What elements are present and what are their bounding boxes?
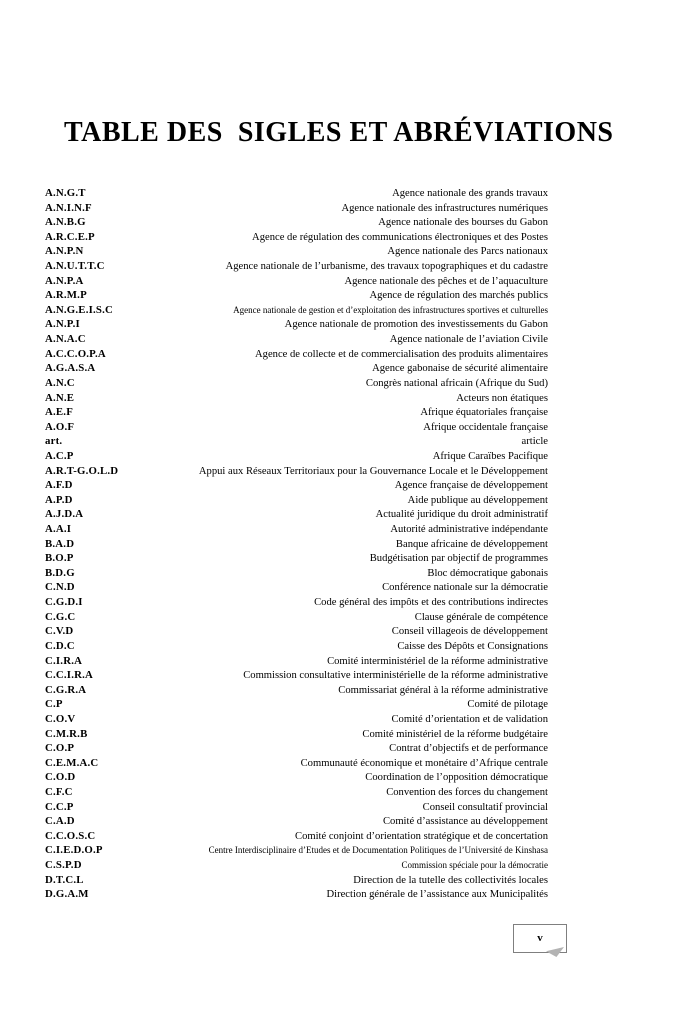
definition-text: Acteurs non étatiques (456, 392, 548, 404)
sigle-label: A.O.F (45, 420, 75, 433)
sigle-label: C.O.D (45, 771, 76, 784)
sigle-label: C.C.O.S.C (45, 829, 96, 842)
sigle-label: A.N.A.C (45, 333, 86, 346)
abbreviation-row (45, 376, 548, 391)
sigle-label: A.N.E (45, 391, 75, 404)
abbreviation-row (45, 434, 548, 449)
abbreviation-row (45, 537, 548, 552)
definition-text: Appui aux Réseaux Territoriaux pour la Gouvernance Locale et le Développement (198, 465, 548, 477)
sigle-label: C.F.C (45, 785, 73, 798)
sigle-label: A.R.T-G.O.L.D (45, 464, 119, 477)
definition-text: Comité interministériel de la réforme administrative (327, 655, 548, 667)
sigle-label: B.A.D (45, 537, 75, 550)
definition-text: Code général des impôts et des contributions indirectes (314, 597, 548, 609)
abbreviation-row (45, 522, 548, 537)
definition-text: Agence nationale des pêches et de l’aquaculture (344, 275, 548, 287)
definition-text: Autorité administrative indépendante (390, 524, 548, 536)
abbreviation-row (45, 230, 548, 245)
sigle-label: C.G.D.I (45, 596, 83, 609)
sigle-label: C.G.C (45, 610, 76, 623)
abbreviation-row (45, 712, 548, 727)
definition-text: Conférence nationale sur la démocratie (382, 582, 548, 594)
definition-text: Commission spéciale pour la démocratie (401, 860, 548, 871)
sigle-label: C.D.C (45, 639, 75, 652)
abbreviation-row (45, 201, 548, 216)
definition-text: Direction générale de l’assistance aux Municipalités (326, 889, 548, 901)
sigle-label: A.C.C.O.P.A (45, 347, 106, 360)
sigle-label: C.O.V (45, 712, 76, 725)
abbreviation-row (45, 493, 548, 508)
sigle-label: C.P (45, 698, 63, 711)
definition-text: Direction de la tutelle des collectivités locales (353, 874, 548, 886)
abbreviation-row (45, 697, 548, 712)
definition-text: Agence nationale de gestion et d’exploitation des infrastructures sportives et culturelles (233, 304, 548, 315)
definition-text: Agence nationale des grands travaux (392, 188, 548, 199)
sigle-label: C.M.R.B (45, 727, 88, 740)
abbreviation-row (45, 858, 548, 873)
definition-text: Conseil consultatif provincial (422, 801, 548, 813)
definition-text: Comité de pilotage (467, 699, 548, 711)
definition-text: Commissariat général à la réforme administrative (338, 684, 548, 696)
sigle-label: A.J.D.A (45, 508, 84, 521)
abbreviation-row (45, 843, 548, 858)
sigle-label: A.N.C (45, 376, 75, 389)
definition-text: Agence nationale de l’urbanisme, des travaux topographiques et du cadastre (225, 261, 548, 273)
sigle-label: C.G.R.A (45, 683, 87, 696)
abbreviation-row (45, 449, 548, 464)
definition-text: Comité ministériel de la réforme budgétaire (362, 728, 548, 740)
definition-text: Agence de régulation des marchés publics (369, 290, 548, 302)
definition-text: Congrès national africain (Afrique du Sud) (365, 377, 548, 389)
definition-text: Convention des forces du changement (386, 786, 548, 798)
folded-corner-icon (546, 947, 564, 957)
abbreviation-row (45, 595, 548, 610)
abbreviation-row (45, 580, 548, 595)
definition-text: Coordination de l’opposition démocratique (365, 772, 548, 784)
definition-text: Afrique Caraïbes Pacifique (432, 450, 548, 462)
definition-text: Agence de régulation des communications électroniques et des Postes (252, 231, 548, 243)
sigle-label: A.N.B.G (45, 216, 86, 229)
abbreviation-row (45, 654, 548, 669)
sigle-label: C.E.M.A.C (45, 756, 99, 769)
definition-text: Agence française de développement (394, 480, 548, 492)
sigle-label: A.R.C.E.P (45, 230, 95, 243)
definition-text: Afrique équatoriales française (420, 407, 548, 419)
definition-text: Agence de collecte et de commercialisation des produits alimentaires (255, 348, 548, 360)
sigle-label: A.P.D (45, 493, 73, 506)
definition-text: Contrat d’objectifs et de performance (389, 743, 548, 755)
definition-text: Aide publique au développement (407, 494, 548, 506)
sigle-label: C.N.D (45, 581, 75, 594)
sigle-label: A.F.D (45, 479, 73, 492)
sigle-label: C.C.P (45, 800, 74, 813)
definition-text: Agence gabonaise de sécurité alimentaire (372, 363, 548, 375)
definition-text: Clause générale de compétence (414, 611, 548, 623)
abbreviation-row (45, 741, 548, 756)
definition-text: Communauté économique et monétaire d’Afrique centrale (300, 757, 548, 769)
sigle-label: A.N.P.N (45, 245, 84, 258)
abbreviation-row (45, 683, 548, 698)
sigle-label: A.G.A.S.A (45, 362, 96, 375)
sigle-label: C.I.E.D.O.P (45, 844, 103, 857)
definition-text: Comité conjoint d’orientation stratégique et de concertation (295, 830, 548, 842)
abbreviation-row (45, 507, 548, 522)
page-number-box (513, 924, 567, 953)
abbreviation-row (45, 259, 548, 274)
definition-text: Bloc démocratique gabonais (427, 567, 548, 579)
abbreviation-row (45, 317, 548, 332)
definition-text: Comité d’assistance au développement (382, 816, 548, 828)
definition-text: article (521, 436, 548, 448)
definition-text: Conseil villageois de développement (391, 626, 548, 638)
definition-text: Banque africaine de développement (395, 538, 548, 550)
sigle-label: A.N.P.I (45, 318, 80, 331)
sigle-label: D.T.C.L (45, 873, 84, 886)
abbreviation-row (45, 770, 548, 785)
abbreviation-list (45, 186, 548, 902)
sigle-label: C.I.R.A (45, 654, 83, 667)
sigle-label: art. (45, 435, 63, 448)
sigle-label: A.N.G.E.I.S.C (45, 303, 113, 316)
abbreviation-row (45, 829, 548, 844)
abbreviation-row (45, 756, 548, 771)
definition-text: Budgétisation par objectif de programmes (369, 553, 548, 565)
sigle-label: A.N.I.N.F (45, 201, 92, 214)
abbreviation-row (45, 887, 548, 902)
sigle-label: A.N.P.A (45, 274, 84, 287)
page-number: v (537, 932, 543, 944)
abbreviation-row (45, 303, 548, 318)
abbreviation-row (45, 478, 548, 493)
abbreviation-row (45, 727, 548, 742)
sigle-label: A.R.M.P (45, 289, 87, 302)
sigle-label: D.G.A.M (45, 888, 89, 901)
abbreviation-row (45, 610, 548, 625)
definition-text: Commission consultative interministérielle de la réforme administrative (243, 670, 548, 682)
abbreviation-row (45, 332, 548, 347)
abbreviation-row (45, 391, 548, 406)
definition-text: Actualité juridique du droit administratif (375, 509, 548, 521)
abbreviation-row (45, 668, 548, 683)
abbreviation-row (45, 288, 548, 303)
page-title: TABLE DES SIGLES ET ABRÉVIATIONS (64, 117, 614, 148)
sigle-label: A.C.P (45, 449, 74, 462)
abbreviation-row (45, 639, 548, 654)
abbreviation-row (45, 800, 548, 815)
definition-text: Agence nationale des infrastructures numériques (341, 202, 548, 214)
abbreviation-row (45, 215, 548, 230)
abbreviation-row (45, 244, 548, 259)
sigle-label: C.S.P.D (45, 859, 82, 872)
abbreviation-row (45, 274, 548, 289)
sigle-label: C.C.I.R.A (45, 669, 93, 682)
definition-text: Afrique occidentale française (423, 421, 548, 433)
abbreviation-row (45, 873, 548, 888)
sigle-label: C.A.D (45, 815, 75, 828)
abbreviation-row (45, 420, 548, 435)
abbreviation-row (45, 186, 548, 201)
abbreviation-row (45, 551, 548, 566)
sigle-label: A.N.U.T.T.C (45, 260, 105, 273)
sigle-label: A.N.G.T (45, 187, 86, 199)
sigle-label: C.V.D (45, 625, 74, 638)
definition-text: Agence nationale de promotion des investissements du Gabon (284, 319, 548, 331)
abbreviation-row (45, 347, 548, 362)
abbreviation-row (45, 814, 548, 829)
sigle-label: C.O.P (45, 742, 75, 755)
definition-text: Agence nationale de l’aviation Civile (389, 334, 548, 346)
abbreviation-row (45, 785, 548, 800)
sigle-label: B.D.G (45, 566, 75, 579)
sigle-label: B.O.P (45, 552, 74, 565)
definition-text: Agence nationale des Parcs nationaux (387, 246, 548, 258)
abbreviation-row (45, 624, 548, 639)
definition-text: Comité d’orientation et de validation (391, 713, 548, 725)
definition-text: Caisse des Dépôts et Consignations (397, 640, 548, 652)
abbreviation-row (45, 405, 548, 420)
abbreviation-row (45, 464, 548, 479)
definition-text: Agence nationale des bourses du Gabon (378, 217, 548, 229)
sigle-label: A.A.I (45, 523, 72, 536)
definition-text: Centre Interdisciplinaire d’Etudes et de Documentation Politiques de l’Université de Kinshasa (208, 845, 548, 856)
sigle-label: A.E.F (45, 406, 73, 419)
abbreviation-row (45, 566, 548, 581)
abbreviation-row (45, 361, 548, 376)
